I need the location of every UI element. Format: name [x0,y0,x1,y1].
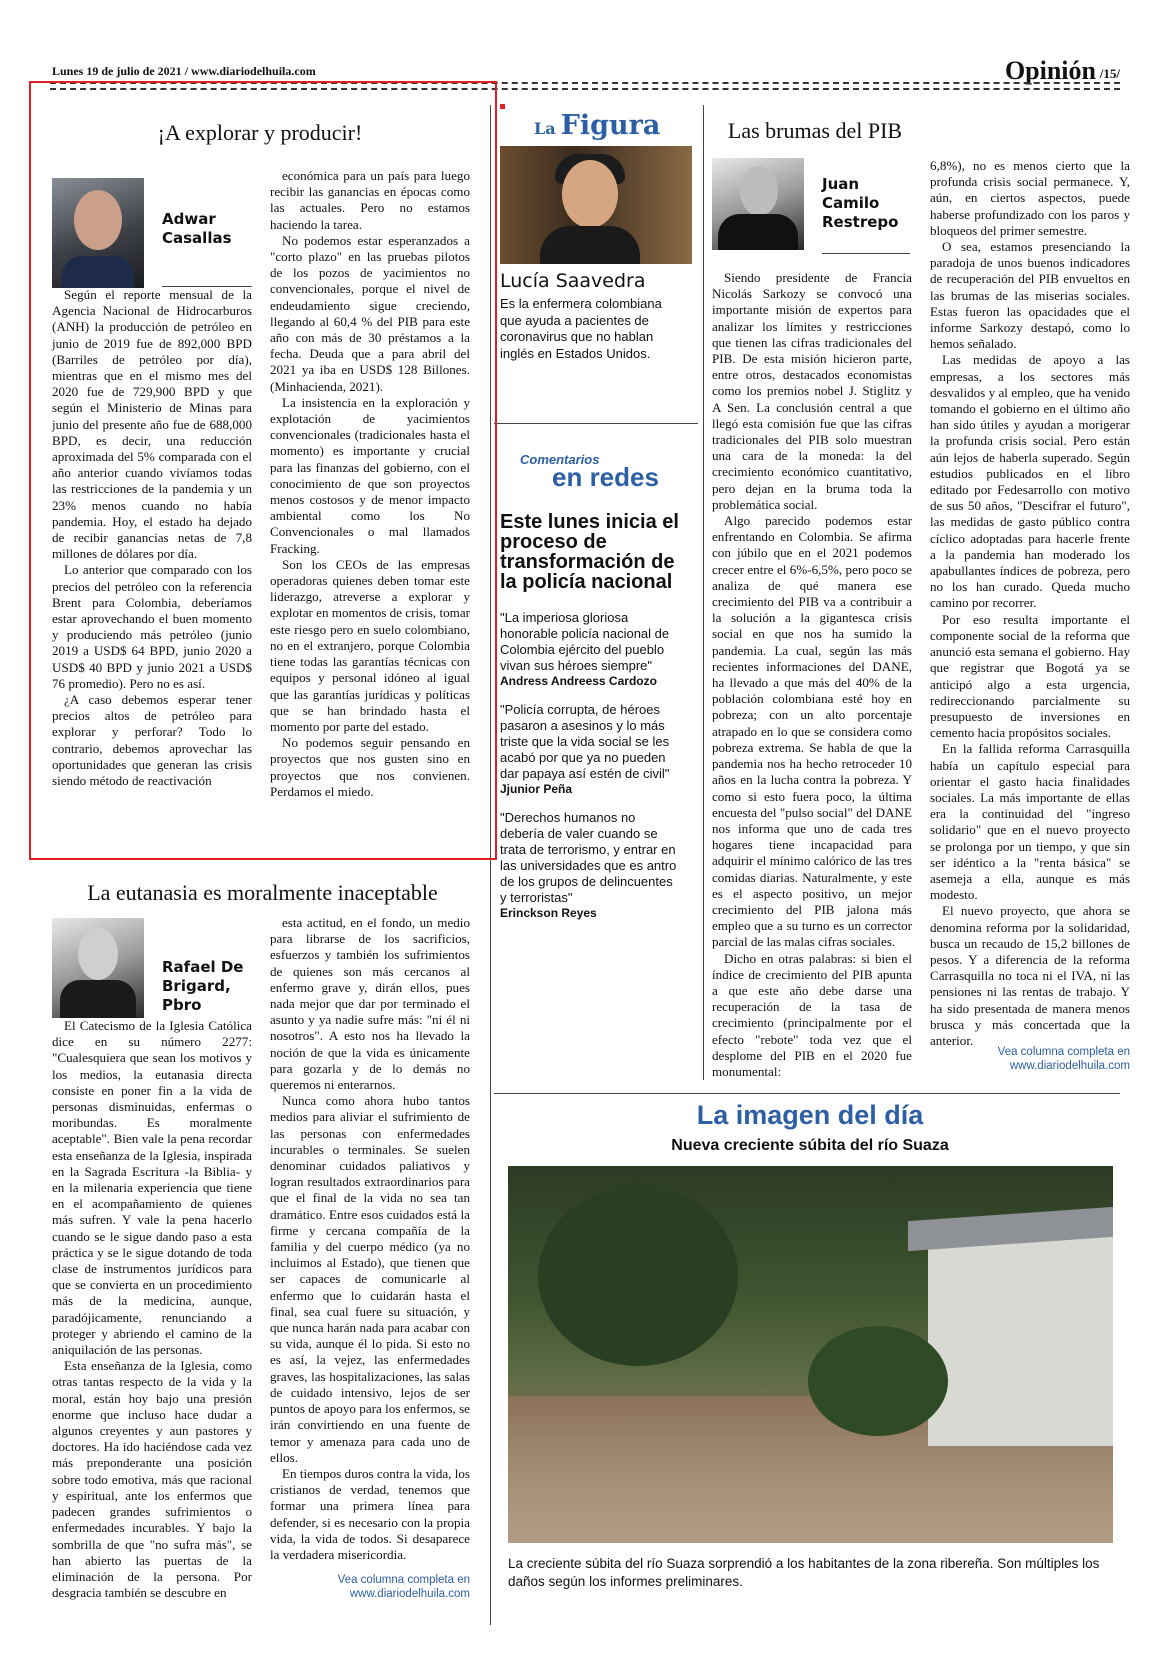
more-link-label: Vea columna completa en [337,1574,470,1586]
house [928,1236,1113,1446]
paragraph: 6,8%), no es menos cierto que la profunda crisis social permanece. Y, aún, en ciertos aspectos, puede haberse profundizado con los paros y bloqueos del primer semestre. [930,158,1130,238]
more-link-url: www.diariodelhuila.com [349,1588,470,1600]
page-number: /15/ [1099,66,1120,81]
article-body-left [52,287,252,789]
author-photo [52,178,144,288]
author-name: Adwar Casallas [162,210,232,247]
article-body-right [270,915,470,1563]
redes-label-big: en redes [552,462,659,492]
comment-author: Erinckson Reyes [500,906,597,920]
author-name: Rafael De Brigard, Pbro [162,958,244,1014]
article-body-right [270,168,470,800]
author-photo [52,918,144,1018]
author-rule [822,253,910,254]
article-body-left [712,270,912,1080]
comment-item [500,610,680,688]
figura-name: Lucía Saavedra [500,270,646,292]
figura-label-big: Figura [560,110,661,141]
paragraph: Son los CEOs de las empresas operadoras quienes deben tomar este liderazgo, atreverse a explorar y explotar en momentos de crisis, tomar este riesgo pero en suelo colombiano, no en el extranjero, porque Colombia tiene todas las garantías técnicas con equipos y personal idóneo al igual que las garantías jurídicas y políticas que se han brindado hasta el momento por parte del estado. [270,556,470,734]
paragraph: Nunca como ahora hubo tantos medios para aliviar el sufrimiento de las personas con enfermedades incurables o terminales. Se suelen denominar cuidados paliativos y logran resultados extraordinarios para que el final de la vida no sea tan dramático. Entre esos cuidados está la firme y cercana compañía de la familia y del cuerpo médico (ya no incluimos al Estado), que tienen que ser capaces de comunicarle al enfermo que lo cuidarán hasta el final, sea cual fuere su situación, y que nunca harán nada para acabar con su vida, aunque él lo pida. Si esto no es así, la vejez, las enfermedades graves, las hospitalizaciones, las salas de cuidado intensivo, lejos de ser puntos de apoyo para los enfermos, se irán convirtiendo en una fuente de temor y amenaza para cada uno de ellos. [270,1093,470,1465]
paragraph: esta actitud, en el fondo, un medio para librarse de los sacrificios, esfuerzos y también los sufrimientos de quienes son más cercanos al enfermo grave y, dirán ellos, pues nada mejor que dar por terminado el asunto y ya nadie sufre más: "ni él ni nosotros". A esto nos ha llevado la noción de que la vida es únicamente para gozarla y de lo demás no queremos ni enterarnos. [270,915,470,1093]
paragraph: Siendo presidente de Francia Nicolás Sarkozy se convocó una importante misión de expertos para analizar los límites y restricciones que tienen las cifras tradicionales del PIB. De esta misión hicieron parte, entre otros, destacados economistas como los premios nobel J. Stiglitz y A Sen. La conclusión central a que llegó esta comisión fue que las cifras tradicionales del PIB solo muestran una cara de la moneda: la del crecimiento económico cuantitativo, pero dejan en la bruma toda la problemática social. [712,270,912,512]
comment-author: Andress Andreess Cardozo [500,674,657,688]
paragraph: Las medidas de apoyo a las empresas, a los sectores más desvalidos y al empleo, que ha venido tomando el gobierno en el último año han sido útiles y ayudan a morigerar la profunda crisis social. Pero están aún lejos de haberla superado. Según estudios publicados en el libro editado por Fedesarrollo con motivo de sus 50 años, "Descifrar el futuro", las medidas de gasto público contra cíclico adoptadas para hacerle frente a la pandemia han moderado los apabullantes índices de pobreza, pero no los han curado. Queda mucho camino por recorrer. [930,352,1130,611]
header-dateline: Lunes 19 de julio de 2021 / www.diariodelhuila.com [52,64,316,78]
author-name: Juan Camilo Restrepo [822,175,899,231]
paragraph: La insistencia en la exploración y explotación de yacimientos convencionales (tradicionales hasta el momento) es importante y crucial para las finanzas del gobierno, con el conocimiento de que son proyectos menos costosos y de menor impacto ambiental como los No Convencionales o mal llamados Fracking. [270,394,470,556]
section-divider [494,1093,1120,1094]
section-title: Opinión [1004,56,1096,85]
more-link-label: Vea columna completa en [997,1046,1130,1058]
paragraph: El nuevo proyecto, que ahora se denomina reforma por la solidaridad, busca un recaudo de 15,2 billones de pesos. Y a diferencia de la reforma Carrasquilla no toca ni el IVA, ni las pensiones ni las rentas de trabajo. Y ha sido presentada de manera menos brusca y más concertada que la anterior. [930,903,1130,1048]
paragraph: No podemos estar esperanzados a "corto plazo" en las pruebas pilotos de los pozos de yacimientos no convencionales, porque el nivel de endeudamiento sigue creciendo, llegando al 60,4 % del PIB para este año con más de 30 préstamos a la fecha. Deuda que a para abril del 2021 ya iba en USD$ 128 Billones. (Minhacienda, 2021). [270,232,470,394]
section-divider [494,423,698,424]
news-photo [508,1166,1113,1543]
paragraph: En tiempos duros contra la vida, los cristianos de verdad, tenemos que formar una primera línea para defender, si es necesario con la propia vida, la vida de todos. Si desaparece la verdadera misericordia. [270,1465,471,1562]
redes-headline: Este lunes inicia el proceso de transformación de la policía nacional [500,511,679,593]
paragraph: O sea, estamos presenciando la paradoja de unos buenos indicadores de recuperación del PIB envueltos en las brumas de las miserias sociales. Estas fueron las opacidades que el informe Sarkozy destapó, como lo hemos señalado. [930,239,1130,352]
photo-caption: La creciente súbita del río Suaza sorprendió a los habitantes de la zona ribereña. Son múltiples los daños según los informes preliminares. [508,1556,1100,1589]
article-body-right [930,158,1130,1049]
article-title: ¡A explorar y producir! [157,120,363,145]
paragraph: El Catecismo de la Iglesia Católica dice en su número 2277: "Cualesquiera que sean los motivos y los medios, la eutanasia directa consiste en poner fin a la vida de personas disminuidas, enfermas o moribundas. Es moralmente aceptable". Bien vale la pena recordar esta enseñanza de la Iglesia, inspirada en la Sagrada Escritura -la Biblia- y en la milenaria experiencia que tiene en el acompañamiento de quienes más sufren. Y vale la pena hacerlo cuando se le sigue dando paso a esta práctica y se le sigue dotando de toda clase de instrumentos jurídicos para que se convierta en un procedimiento más de la medicina, aunque, paradójicamente, renunciando a proteger y abriendo el camino de la aniquilación de las personas. [52,1018,252,1358]
figura-label-small: La [534,119,556,138]
paragraph: No podemos seguir pensando en proyectos que nos gusten sino en proyectos que nos convienen. Perdamos el miedo. [270,735,470,799]
paragraph: Esta enseñanza de la Iglesia, como otras tantas respecto de la vida y la moral, están hoy bajo una presión enorme que incluso hace dudar a algunos creyentes y aun pastores y doctores. Ha ido haciéndose cada vez más preponderante una posición sobre todo emotiva, más que racional y espiritual, ante los enfermos que padecen grandes sufrimientos o enfermedades incurables. Y bajo la sombrilla de que "no sufra más", se han abierto las puertas de la eliminación de la persona. Por desgracia también se descubre en [52,1358,252,1601]
figura-photo [500,146,692,264]
author-photo [712,158,804,250]
imagen-subtitle: Nueva creciente súbita del río Suaza [671,1137,949,1154]
article-title: La eutanasia es moralmente inaceptable [87,880,438,905]
tree [808,1326,948,1436]
article-body-left [52,1018,252,1601]
paragraph: Algo parecido podemos estar enfrentando en Colombia. Se afirma con júbilo que en el 2021 podemos crecer entre el 6%-6,5%, pero poco se analiza de qué manera ese crecimiento del PIB va a contribuir a la solución a la gigantesca crisis social en que nos ha sumido la pandemia. La cual, según las más recientes informaciones del DANE, ha llevado a que más del 40% de la población colombiana esté hoy en pobreza; con un alto porcentaje atrapado en lo que se considera como pobreza extrema. Se habla de que la pandemia nos ha hecho retroceder 10 años en la lucha contra la pobreza. Y como si esto fuera poco, la última encuesta del "pulso social" del DANE nos informa que uno de cada tres hogares tiene incapacidad para adquirir el mínimo calórico de las tres comidas diarias. Naturalmente, y este es el aspecto positivo, un mejor crecimiento del PIB jalona más empleo que a su turno es un corrector parcial de las malas cifras sociales. [712,513,912,950]
paragraph: Lo anterior que comparado con los precios del petróleo con la referencia Brent para Colombia, deberíamos estar aprovechando el buen momento y produciendo más petróleo (junio 2019 a USD$ 64 BPD, junio 2020 a USD$ 40 BPD y junio 2021 a USD$ 76 promedio). Pero no es así. [52,562,252,691]
paragraph: Según el reporte mensual de la Agencia Nacional de Hidrocarburos (ANH) la producción de petróleo en junio de 2019 fue de 892,000 BPD (Barriles de petróleo por día), mientras que en el mismo mes del 2020 fue de 729,900 BPD y que según el Ministerio de Minas para junio del presente año fue de 688,000 BPD, es decir, una reducción aproximada del 5% comparada con el año anterior cuando vivíamos todas las restricciones de la pandemia y un 23% menos cuando no había pandemia. Hoy, el estado ha dejado de recibir ganancias netas de 7,8 millones de dólares por día. [52,287,252,562]
column-rule [703,105,704,1080]
tree [538,1186,738,1366]
more-link[interactable] [300,1573,470,1601]
more-link[interactable] [950,1045,1130,1073]
paragraph: En la fallida reforma Carrasquilla había un capítulo especial para orientar el gasto hacia finalidades sociales. La más importante de ellas era la continuidad del "ingreso solidario" que en el nuevo proyecto se prolonga por un tiempo, y que sin ser idéntico a la "renta básica" se asemeja a ella, aunque es más modesto. [930,741,1130,903]
figura-label [534,110,660,141]
comment-text: "Policía corrupta, de héroes pasaron a asesinos y lo más triste que la vida social se les acabó por que ya no pueden dar papaya así estén de civil" [500,702,670,781]
comment-item [500,702,680,796]
paragraph: económica para un país para luego recibir las ganancias en épocas como las actuales. Pero no estamos haciendo la tarea. [270,168,470,232]
imagen-title: La imagen del día [696,1100,924,1130]
paragraph: ¿A caso debemos esperar tener precios altos de petróleo para explorar y perforar? Todo lo contrario, debemos aprovechar las oportunidades que generan las crisis siendo método de reactivación [52,692,252,789]
paragraph: Dicho en otras palabras: si bien el índice de crecimiento del PIB apunta a que este año debe darse una recuperación de la tasa de crecimiento (principalmente por el efecto "rebote" toda vez que el desplome del PIB en el 2020 fue monumental: [712,950,912,1079]
highlight-marker [500,104,505,109]
figura-description: Es la enfermera colombiana que ayuda a pacientes de coronavirus que no hablan inglés en Estados Unidos. [500,296,662,361]
paragraph: Por eso resulta importante el componente social de la reforma que anunció esta semana el gobierno. Hay que registrar que Bogotá ya se anticipó algo a esta urgencia, redireccionando parcialmente su presupuesto de inversiones en cemento hacia propósitos sociales. [930,611,1130,741]
header-date: Lunes 19 de julio de 2021 [52,64,182,78]
header-site: www.diariodelhuila.com [191,64,316,78]
article-title: Las brumas del PIB [727,118,903,143]
comment-item [500,810,680,920]
comment-list [500,610,680,920]
more-link-url: www.diariodelhuila.com [1009,1060,1130,1072]
comment-text: "La imperiosa gloriosa honorable policía nacional de Colombia ejército del pueblo vivan sus héroes siempre" [500,610,670,673]
comment-text: "Derechos humanos no debería de valer cuando se trata de terrorismo, y entrar en las universidades que es antro de los grupos de delincuentes y terroristas" [500,810,677,905]
redes-label-small: Comentarios [520,452,600,467]
comment-author: Jjunior Peña [500,782,573,796]
